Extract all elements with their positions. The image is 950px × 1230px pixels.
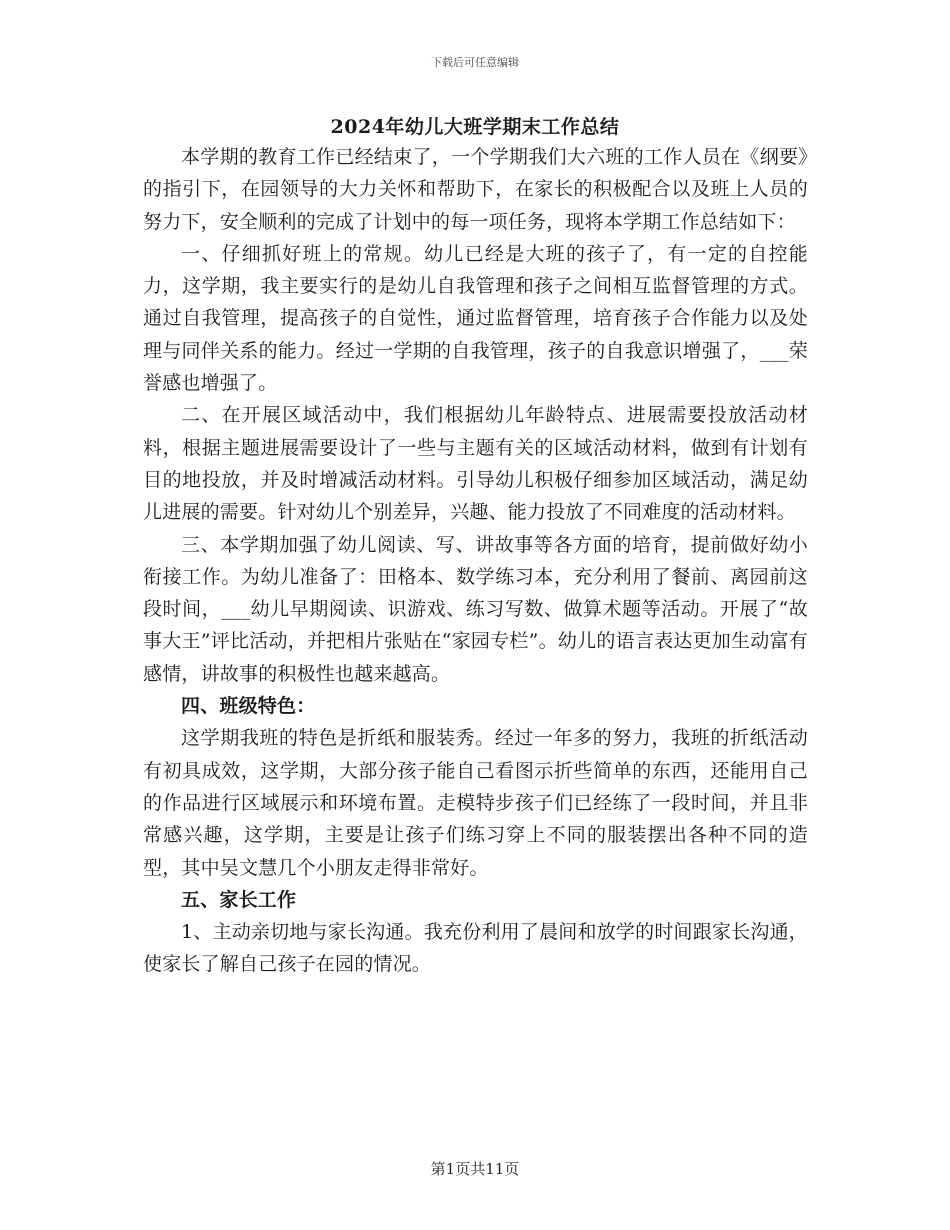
paragraph-section-2: 二、在开展区域活动中，我们根据幼儿年龄特点、进展需要投放活动材料，根据主题进展需要设计了一些与主题有关的区域活动材料，做到有计划有目的地投放，并及时增减活动材料。引导幼儿积极仔细参加区域活动，满足幼儿进展的需要。针对幼儿个别差异，兴趣、能力投放了不同难度的活动材料。 xyxy=(143,404,808,524)
paragraph-intro: 本学期的教育工作已经结束了，一个学期我们大六班的工作人员在《纲要》的指引下，在园领导的大力关怀和帮助下，在家长的积极配合以及班上人员的努力下，安全顺利的完成了计划中的每一项任务，现将本学期工作总结如下： xyxy=(143,146,808,233)
header-note: 下载后可任意编辑 xyxy=(431,56,519,69)
paragraph-section-1: 一、仔细抓好班上的常规。幼儿已经是大班的孩子了，有一定的自控能力，这学期，我主要实行的是幼儿自我管理和孩子之间相互监督管理的方式。通过自我管理，提高孩子的自觉性，通过监督管理，培育孩子合作能力以及处理与同伴关系的能力。经过一学期的自我管理，孩子的自我意识增强了，___荣誉感也增强了。 xyxy=(143,242,808,395)
section-heading-parent-work: 五、家长工作 xyxy=(181,888,297,911)
paragraph-section-3: 三、本学期加强了幼儿阅读、写、讲故事等各方面的培育，提前做好幼小衔接工作。为幼儿准备了：田格本、数学练习本，充分利用了餐前、离园前这段时间，___幼儿早期阅读、识游戏、练习写数、做算术题等活动。开展了“故事大王”评比活动，并把相片张贴在“家园专栏”。幼儿的语言表达更加生动富有感情，讲故事的积极性也越来越高。 xyxy=(143,533,808,685)
document-title: 2024年幼儿大班学期末工作总结 xyxy=(330,116,620,138)
document-body xyxy=(143,141,808,981)
paragraph-parent-work-1: 1、主动亲切地与家长沟通。我充份利用了晨间和放学的时间跟家长沟通，使家长了解自己孩子在园的情况。 xyxy=(143,921,808,976)
paragraph-class-features: 这学期我班的特色是折纸和服装秀。经过一年多的努力，我班的折纸活动有初具成效，这学期，大部分孩子能自己看图示折些简单的东西，还能用自己的作品进行区域展示和环境布置。走模特步孩子们已经练了一段时间，并且非常感兴趣，这学期，主要是让孩子们练习穿上不同的服装摆出各种不同的造型，其中吴文慧几个小朋友走得非常好。 xyxy=(143,727,808,879)
section-heading-class-features: 四、班级特色： xyxy=(181,695,316,718)
page-number-footer: 第1页共11页 xyxy=(430,1160,520,1178)
